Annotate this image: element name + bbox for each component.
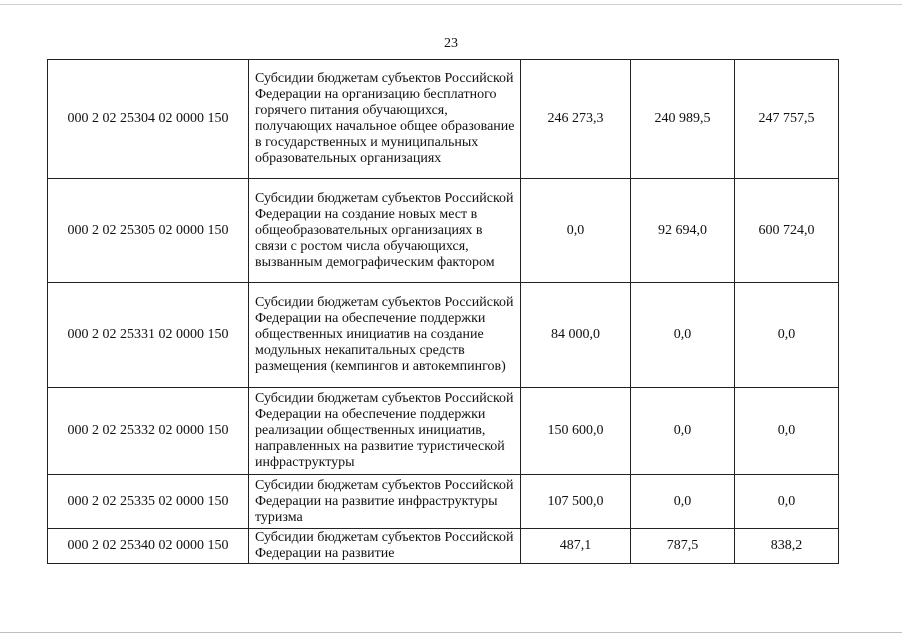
table-row <box>48 529 839 564</box>
value-cell-3: 247 757,5 <box>735 60 839 179</box>
value-cell-1: 107 500,0 <box>521 475 631 529</box>
budget-code-cell: 000 2 02 25331 02 0000 150 <box>48 283 249 388</box>
budget-code-cell: 000 2 02 25340 02 0000 150 <box>48 529 249 564</box>
value-cell-2: 0,0 <box>631 475 735 529</box>
value-cell-1: 0,0 <box>521 179 631 283</box>
budget-code-cell: 000 2 02 25335 02 0000 150 <box>48 475 249 529</box>
value-cell-1: 246 273,3 <box>521 60 631 179</box>
budget-code-cell: 000 2 02 25304 02 0000 150 <box>48 60 249 179</box>
table-row <box>48 283 839 388</box>
scan-edge-bottom <box>0 632 902 633</box>
table-row <box>48 60 839 179</box>
table-row <box>48 179 839 283</box>
value-cell-3: 0,0 <box>735 388 839 475</box>
value-cell-2: 240 989,5 <box>631 60 735 179</box>
description-cell: Субсидии бюджетам субъектов Российской Федерации на развитие <box>249 529 521 564</box>
value-cell-2: 92 694,0 <box>631 179 735 283</box>
description-cell: Субсидии бюджетам субъектов Российской Федерации на обеспечение поддержки реализации общественных инициатив, направленных на развитие туристической инфраструктуры <box>249 388 521 475</box>
value-cell-2: 787,5 <box>631 529 735 564</box>
value-cell-1: 84 000,0 <box>521 283 631 388</box>
scan-edge-top <box>0 4 902 5</box>
budget-table <box>47 59 839 564</box>
value-cell-3: 0,0 <box>735 475 839 529</box>
budget-code-cell: 000 2 02 25332 02 0000 150 <box>48 388 249 475</box>
description-cell: Субсидии бюджетам субъектов Российской Федерации на развитие инфраструктуры туризма <box>249 475 521 529</box>
description-cell: Субсидии бюджетам субъектов Российской Федерации на обеспечение поддержки общественных инициатив на создание модульных некапитальных средств размещения (кемпингов и автокемпингов) <box>249 283 521 388</box>
description-cell: Субсидии бюджетам субъектов Российской Федерации на создание новых мест в общеобразовательных организациях в связи с ростом числа обучающихся, вызванным демографическим фактором <box>249 179 521 283</box>
value-cell-1: 487,1 <box>521 529 631 564</box>
value-cell-3: 0,0 <box>735 283 839 388</box>
page-number: 23 <box>444 36 458 51</box>
value-cell-2: 0,0 <box>631 283 735 388</box>
value-cell-2: 0,0 <box>631 388 735 475</box>
table-row <box>48 475 839 529</box>
value-cell-3: 600 724,0 <box>735 179 839 283</box>
description-cell: Субсидии бюджетам субъектов Российской Федерации на организацию бесплатного горячего питания обучающихся, получающих начальное общее образование в государственных и муниципальных образовательных организациях <box>249 60 521 179</box>
budget-code-cell: 000 2 02 25305 02 0000 150 <box>48 179 249 283</box>
value-cell-1: 150 600,0 <box>521 388 631 475</box>
value-cell-3: 838,2 <box>735 529 839 564</box>
table-row <box>48 388 839 475</box>
